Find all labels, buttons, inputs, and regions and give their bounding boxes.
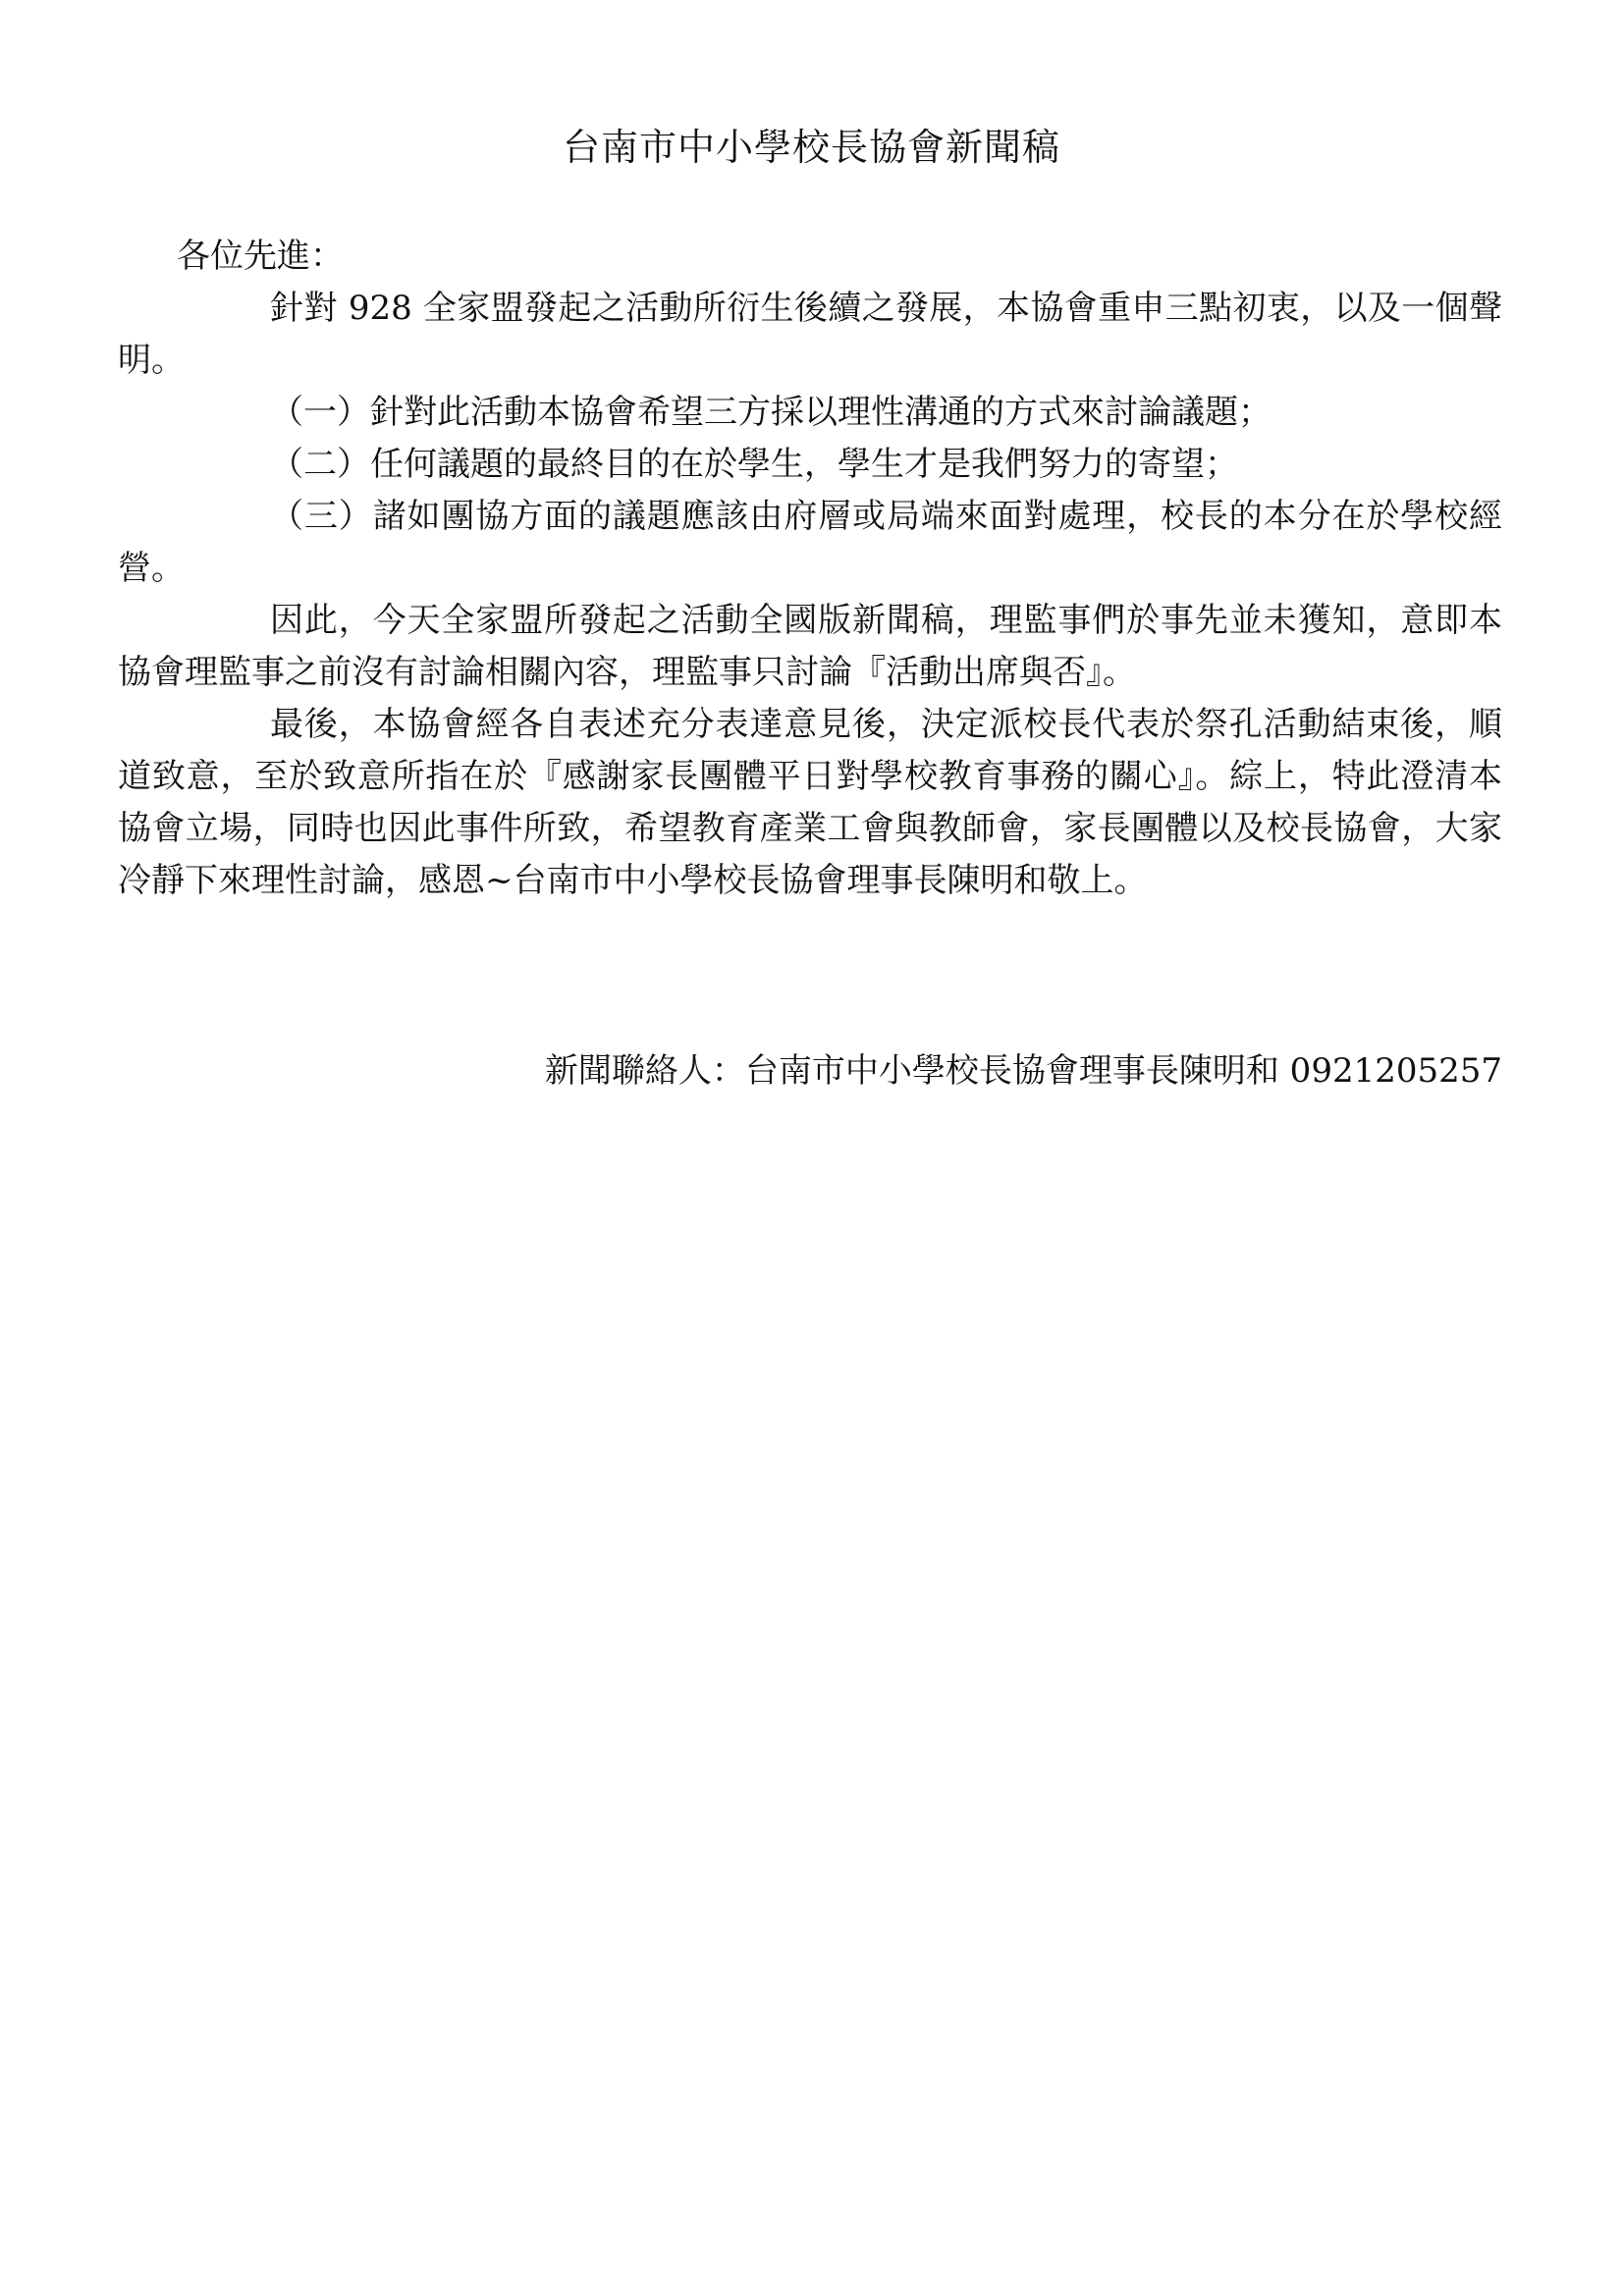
page-title: 台南市中小學校長協會新聞稿 bbox=[562, 126, 1060, 169]
list-item-1: （一）針對此活動本協會希望三方採以理性溝通的方式來討論議題； bbox=[270, 393, 1271, 432]
salutation: 各位先進： bbox=[177, 237, 344, 276]
document-body bbox=[118, 231, 1502, 907]
list-item-3: （三）諸如團協方面的議題應該由府層或局端來面對處理，校長的本分在於學校經營。 bbox=[118, 497, 1502, 588]
paragraph-clarification: 因此，今天全家盟所發起之活動全國版新聞稿，理監事們於事先並未獲知，意即本協會理監事之前沒有討論相關內容，理監事只討論『活動出席與否』。 bbox=[118, 601, 1502, 692]
paragraph-conclusion: 最後，本協會經各自表述充分表達意見後，決定派校長代表於祭孔活動結束後，順道致意，至於致意所指在於『感謝家長團體平日對學校教育事務的關心』。綜上，特此澄清本協會立場，同時也因此事件所致，希望教育產業工會與教師會，家長團體以及校長協會，大家冷靜下來理性討論，感恩~台南市中小學校長協會理事長陳明和敬上。 bbox=[118, 705, 1502, 900]
paragraph-intro: 針對 928 全家盟發起之活動所衍生後續之發展，本協會重申三點初衷，以及一個聲明。 bbox=[118, 289, 1502, 380]
press-contact: 新聞聯絡人：台南市中小學校長協會理事長陳明和 0921205257 bbox=[544, 1051, 1502, 1091]
list-item-2: （二）任何議題的最終目的在於學生，學生才是我們努力的寄望； bbox=[270, 445, 1238, 484]
